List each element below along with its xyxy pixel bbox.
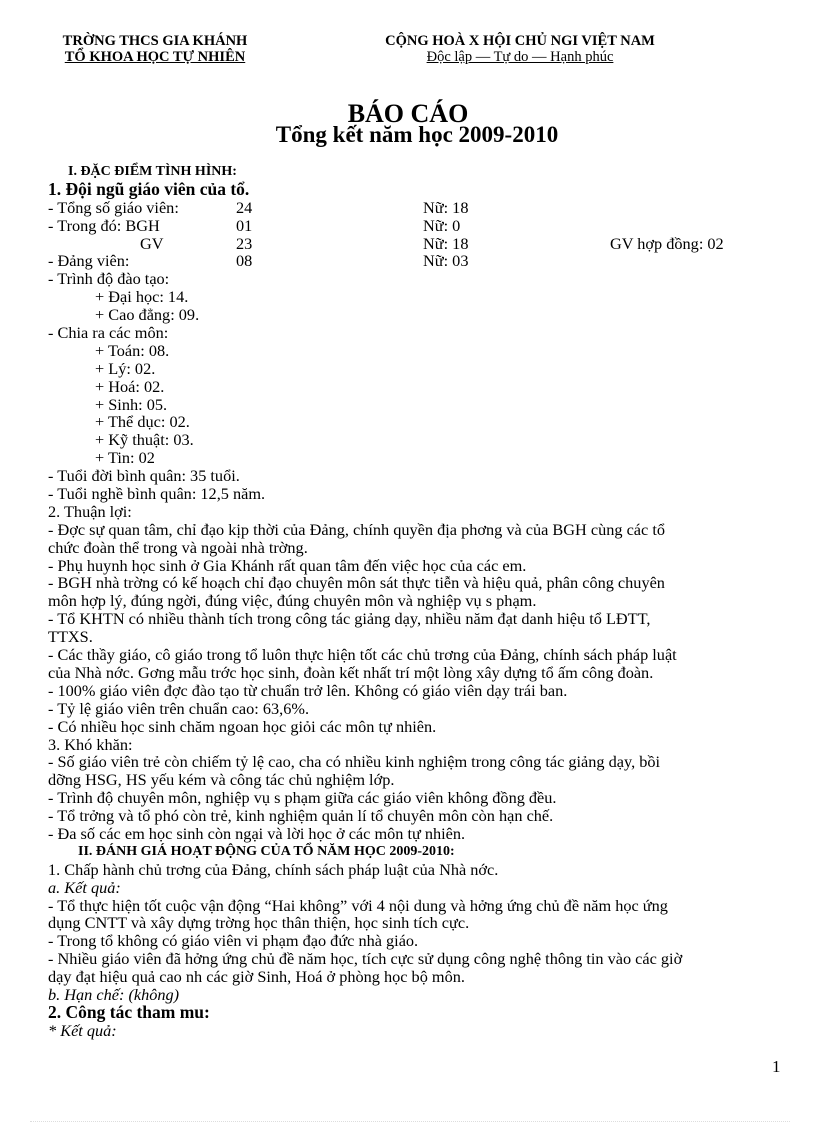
stat-female: Nữ: 03 <box>423 251 469 271</box>
stat-row <box>48 199 788 217</box>
paragraph-line: - Tổ trởng và tổ phó còn trẻ, kinh nghiệm quản lí tổ chuyên môn còn hạn chế. <box>48 806 554 826</box>
document-subtitle: Tổng kết năm học 2009-2010 <box>275 122 559 147</box>
stat-value: 23 <box>236 233 253 253</box>
list-item: + Đại học: 14. <box>95 287 189 307</box>
stat-female: Nữ: 18 <box>423 197 469 217</box>
paragraph-line: - Nhiều giáo viên đã hởng ứng chủ đề năm học, tích cực sử dụng công nghệ thông tin vào các giờ <box>48 949 683 969</box>
list-item: + Thể dục: 02. <box>95 412 190 432</box>
stat-label: - Đảng viên: <box>48 251 130 271</box>
paragraph-line: 1. Chấp hành chủ trơng của Đảng, chính sách pháp luật của Nhà nớc. <box>48 859 499 879</box>
footer-divider <box>30 1121 790 1122</box>
document-title: BÁO CÁO <box>347 99 469 128</box>
paragraph-line: dỡng HSG, HS yếu kém và công tác chủ nghiệm lớp. <box>48 770 395 790</box>
paragraph-line: chức đoàn thể trong và ngoài nhà trờng. <box>48 537 308 557</box>
advantages-heading: 2. Thuận lợi: <box>48 501 132 521</box>
page-number: 1 <box>772 1057 781 1076</box>
document-body <box>48 163 788 1040</box>
paragraph-line: - Tổ thực hiện tốt cuộc vận động “Hai không” với 4 nội dung và hởng ứng chủ đề năm học ứng <box>48 895 668 915</box>
paragraph-line: - Đa số các em học sinh còn ngại và lời học ở các môn tự nhiên. <box>48 823 466 843</box>
limit-label: b. Hạn chế: (không) <box>48 984 180 1004</box>
list-item: + Tin: 02 <box>95 448 155 468</box>
national-name: CỘNG HOÀ X HỘI CHỦ NGI VIỆT NAM <box>385 33 655 49</box>
paragraph-line: - Số giáo viên trẻ còn chiếm tỷ lệ cao, cha có nhiều kinh nghiệm trong công tác giảng dạy, bồi <box>48 752 661 772</box>
section-2-heading: II. ĐÁNH GIÁ HOẠT ĐỘNG CỦA TỔ NĂM HỌC 2009-2010: <box>78 843 455 859</box>
paragraph-line: môn hợp lý, đúng ngời, đúng việc, đúng chuyên môn và nghiệp vụ s phạm. <box>48 591 537 611</box>
section-1-heading: I. ĐẶC ĐIỂM TÌNH HÌNH: <box>68 164 237 179</box>
paragraph-line: - Đợc sự quan tâm, chỉ đạo kịp thời của Đảng, chính quyền địa phơng và của BGH cùng các tổ <box>48 519 665 539</box>
list-item: + Lý: 02. <box>95 358 156 378</box>
stat-female: Nữ: 0 <box>423 215 461 235</box>
list-item: + Toán: 08. <box>95 340 170 360</box>
paragraph-line: - Tổ KHTN có nhiều thành tích trong công tác giảng dạy, nhiều năm đạt danh hiệu tổ LĐTT, <box>48 609 651 629</box>
paragraph-line: của Nhà nớc. Gơng mẫu trớc học sinh, đoàn kết nhất trí một lòng xây dựng tổ ấm công đoàn. <box>48 662 654 682</box>
stat-label: - Tổng số giáo viên: <box>48 197 179 217</box>
stat-row <box>48 217 788 235</box>
paragraph-line: - BGH nhà trờng có kế hoạch chỉ đạo chuyên môn sát thực tiễn và hiệu quả, phân công chuyên <box>48 573 665 593</box>
list-item: + Kỹ thuật: 03. <box>95 430 194 450</box>
national-motto: Độc lập — Tự do — Hạnh phúc <box>426 49 614 65</box>
stat-extra: GV hợp đồng: 02 <box>610 233 724 253</box>
stat-row <box>48 252 788 270</box>
stat-value: 08 <box>236 251 253 271</box>
result-label: a. Kết quả: <box>48 877 121 897</box>
stat-value: 24 <box>236 197 253 217</box>
paragraph-line: - Có nhiều học sinh chăm ngoan học giỏi các môn tự nhiên. <box>48 716 437 736</box>
list-item: + Sinh: 05. <box>95 394 168 414</box>
stat-label: GV <box>140 233 164 253</box>
age-line: - Tuổi đời bình quân: 35 tuổi. <box>48 466 240 486</box>
advisory-heading: 2. Công tác tham mu: <box>48 1001 210 1022</box>
paragraph-line: dạy đạt hiệu quả cao nh các giờ Sinh, Hoá ở phòng học bộ môn. <box>48 967 465 987</box>
paragraph-line: - Trong tổ không có giáo viên vi phạm đạo đức nhà giáo. <box>48 931 419 951</box>
paragraph-line: - Tỷ lệ giáo viên trên chuẩn cao: 63,6%. <box>48 698 310 718</box>
training-label: - Trình độ đào tạo: <box>48 269 170 289</box>
career-line: - Tuổi nghề bình quân: 12,5 năm. <box>48 484 266 504</box>
paragraph-line: TTXS. <box>48 627 93 647</box>
staff-heading: 1. Đội ngũ giáo viên của tổ. <box>48 178 250 199</box>
subjects-label: - Chia ra các môn: <box>48 323 169 343</box>
paragraph-line: - Các thầy giáo, cô giáo trong tổ luôn thực hiện tốt các chủ trơng của Đảng, chính sách pháp luật <box>48 645 677 665</box>
paragraph-line: - Trình độ chuyên môn, nghiệp vụ s phạm giữa các giáo viên không đồng đều. <box>48 788 557 808</box>
stat-row <box>48 235 788 253</box>
paragraph-line: dụng CNTT và xây dựng trờng học thân thiện, học sinh tích cực. <box>48 913 470 933</box>
stat-female: Nữ: 18 <box>423 233 469 253</box>
difficulties-heading: 3. Khó khăn: <box>48 734 133 754</box>
school-name: TRỜNG THCS GIA KHÁNH <box>62 33 248 49</box>
list-item: + Hoá: 02. <box>95 376 165 396</box>
stat-label: - Trong đó: BGH <box>48 215 160 235</box>
department-name: TỔ KHOA HỌC TỰ NHIÊN <box>64 49 246 65</box>
school-header <box>50 33 260 65</box>
list-item: + Cao đẳng: 09. <box>95 305 200 325</box>
paragraph-line: - Phụ huynh học sinh ở Gia Khánh rất quan tâm đến việc học của các em. <box>48 555 527 575</box>
result-label: * Kết quả: <box>48 1020 117 1040</box>
paragraph-line: - 100% giáo viên đợc đào tạo từ chuẩn trở lên. Không có giáo viên dạy trái ban. <box>48 680 568 700</box>
national-header <box>380 33 660 65</box>
stat-value: 01 <box>236 215 253 235</box>
